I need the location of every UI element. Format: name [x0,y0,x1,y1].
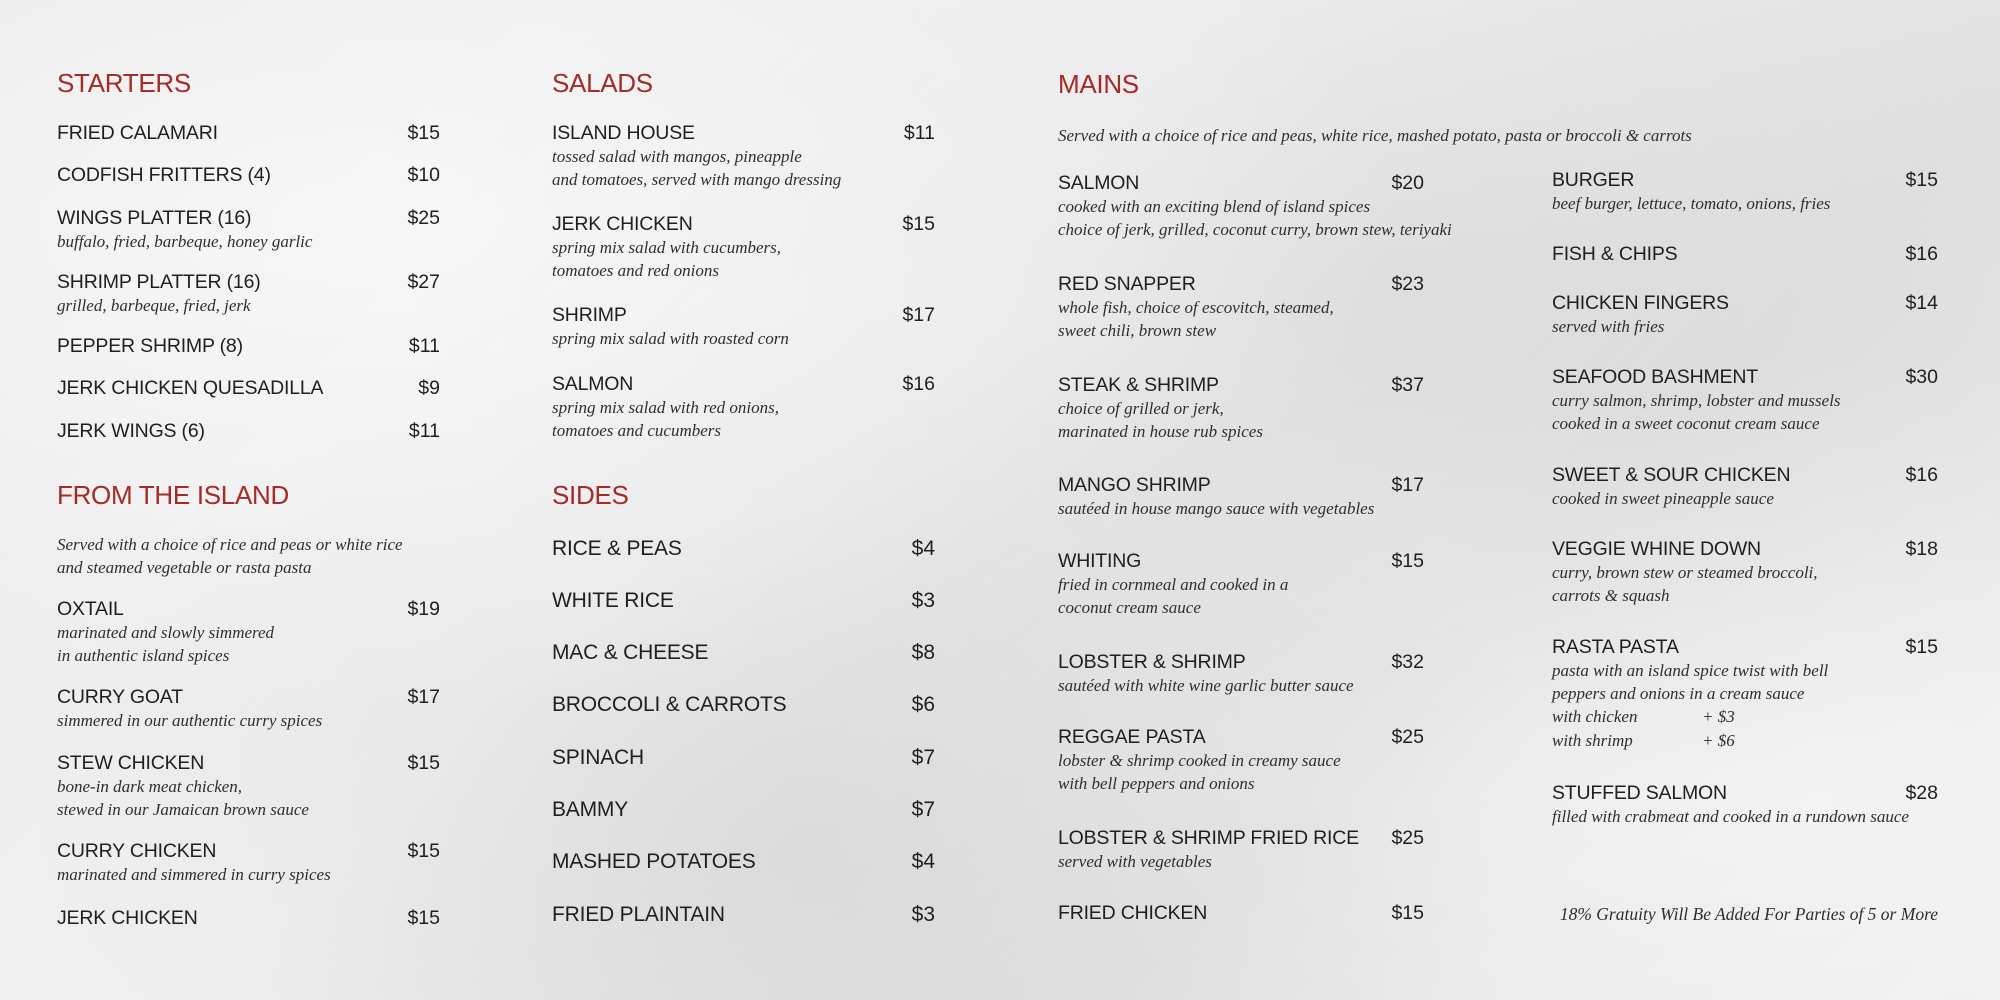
item-name: MAC & CHEESE [552,641,709,664]
item-price: $16 [1905,464,1938,486]
item-description: sautéed in house mango sauce with vegetables [1058,499,1375,518]
menu-item [1058,901,1441,925]
item-price: $7 [911,798,935,821]
menu-item [57,839,440,886]
item-name: CODFISH FRITTERS (4) [57,164,271,186]
menu-item [1552,635,1938,753]
item-description: and tomatoes, served with mango dressing [552,170,842,189]
menu-item [57,751,440,821]
item-name: LOBSTER & SHRIMP FRIED RICE [1058,827,1359,849]
item-name: SALMON [552,373,634,395]
item-price: $17 [1391,474,1424,496]
menu-item [552,303,935,350]
item-description: beef burger, lettuce, tomato, onions, fries [1552,194,1831,213]
item-description: sautéed with white wine garlic butter sauce [1058,676,1354,695]
item-description: cooked with an exciting blend of island spices [1058,197,1371,216]
addon-label: with shrimp [1552,731,1633,750]
island-note-line: Served with a choice of rice and peas or white rice [57,535,403,554]
item-description: tomatoes and red onions [552,261,720,280]
item-name: BROCCOLI & CARROTS [552,693,787,716]
menu-item [57,419,440,443]
item-name: SHRIMP [552,304,627,326]
menu-item [1058,650,1441,697]
menu-item [552,903,935,927]
item-description: cooked in a sweet coconut cream sauce [1552,414,1820,433]
item-price: $15 [407,752,440,774]
item-description: bone-in dark meat chicken, [57,777,243,796]
item-price: $25 [407,207,440,229]
addon-label: with chicken [1552,707,1638,726]
item-description: fried in cornmeal and cooked in a [1058,575,1289,594]
menu-item [552,372,935,442]
menu-item [57,906,440,930]
item-price: $16 [1905,243,1938,265]
item-description: whole fish, choice of escovitch, steamed, [1058,298,1334,317]
item-name: ISLAND HOUSE [552,122,695,144]
addon-price: + $3 [1702,707,1735,726]
menu-item [1058,549,1441,619]
item-name: LOBSTER & SHRIMP [1058,651,1246,673]
menu-item [1058,725,1441,795]
item-name: FISH & CHIPS [1552,243,1678,265]
item-price: $15 [407,122,440,144]
item-name: PEPPER SHRIMP (8) [57,335,243,357]
item-name: FRIED CHICKEN [1058,902,1208,924]
item-name: JERK WINGS (6) [57,420,205,442]
item-description: marinated and simmered in curry spices [57,865,331,884]
item-description: with bell peppers and onions [1058,774,1255,793]
item-price: $23 [1391,273,1424,295]
menu-item [57,163,440,187]
menu-item [552,589,935,613]
menu-item [1552,168,1938,215]
menu-item [552,798,935,822]
item-description: pasta with an island spice twist with bell [1552,661,1829,680]
item-description: choice of jerk, grilled, coconut curry, brown stew, teriyaki [1058,220,1452,239]
item-name: STEW CHICKEN [57,752,205,774]
item-name: REGGAE PASTA [1058,726,1206,748]
item-price: $11 [408,420,440,442]
item-price: $8 [911,641,935,664]
item-name: STUFFED SALMON [1552,782,1727,804]
item-price: $7 [911,746,935,769]
addon-row [1552,705,1938,729]
item-name: WINGS PLATTER (16) [57,207,252,229]
menu-item [552,537,935,561]
item-price: $10 [407,164,440,186]
item-price: $19 [407,598,440,620]
item-price: $30 [1905,366,1938,388]
item-name: RICE & PEAS [552,537,682,560]
item-name: SEAFOOD BASHMENT [1552,366,1758,388]
item-price: $3 [911,903,935,926]
item-description: spring mix salad with red onions, [552,398,779,417]
item-name: STEAK & SHRIMP [1058,374,1219,396]
item-name: FRIED PLAINTAIN [552,903,725,926]
item-name: OXTAIL [57,598,124,620]
item-description: peppers and onions in a cream sauce [1552,684,1805,703]
menu-item [552,212,935,282]
island-heading: FROM THE ISLAND [57,480,289,510]
menu-item [1552,463,1938,510]
item-description: filled with crabmeat and cooked in a rundown sauce [1552,807,1909,826]
item-price: $16 [902,373,935,395]
item-price: $14 [1905,292,1938,314]
item-description: buffalo, fried, barbeque, honey garlic [57,232,313,251]
item-price: $15 [1391,550,1424,572]
starters-heading: STARTERS [57,68,191,98]
menu-item [57,376,440,400]
item-description: stewed in our Jamaican brown sauce [57,800,309,819]
gratuity-note: 18% Gratuity Will Be Added For Parties of 5 or More [1559,904,1938,924]
item-description: tossed salad with mangos, pineapple [552,147,802,166]
island-note [57,533,403,579]
item-price: $6 [911,693,935,716]
item-price: $15 [1391,902,1424,924]
item-name: JERK CHICKEN [552,213,693,235]
menu-item [552,121,935,191]
item-price: $15 [902,213,935,235]
item-price: $25 [1391,827,1424,849]
item-price: $17 [902,304,935,326]
addon-row [1552,729,1938,753]
item-price: $15 [1905,636,1938,658]
item-name: JERK CHICKEN QUESADILLA [57,377,324,399]
item-description: coconut cream sauce [1058,598,1201,617]
item-price: $32 [1391,651,1424,673]
item-description: spring mix salad with cucumbers, [552,238,782,257]
item-name: RASTA PASTA [1552,636,1679,658]
item-name: BURGER [1552,169,1635,191]
item-description: cooked in sweet pineapple sauce [1552,489,1774,508]
menu-item [1058,826,1441,873]
item-price: $37 [1391,374,1424,396]
mains-heading: MAINS [1058,69,1139,99]
item-description: tomatoes and cucumbers [552,421,722,440]
item-description: lobster & shrimp cooked in creamy sauce [1058,751,1341,770]
item-name: SALMON [1058,172,1140,194]
item-description: sweet chili, brown stew [1058,321,1217,340]
item-name: RED SNAPPER [1058,273,1196,295]
item-price: $17 [407,686,440,708]
item-description: in authentic island spices [57,646,230,665]
item-name: CHICKEN FINGERS [1552,292,1729,314]
item-price: $20 [1391,172,1424,194]
item-description: marinated and slowly simmered [57,623,275,642]
menu-item [552,746,935,770]
item-name: FRIED CALAMARI [57,122,218,144]
item-description: curry salmon, shrimp, lobster and mussels [1552,391,1841,410]
item-name: SHRIMP PLATTER (16) [57,271,261,293]
item-price: $3 [911,589,935,612]
menu-item [57,121,440,145]
addon-price: + $6 [1702,731,1735,750]
menu-item [1058,171,1452,241]
menu-item [552,850,935,874]
item-price: $15 [407,907,440,929]
menu-item [552,641,935,665]
item-name: SPINACH [552,746,644,769]
item-price: $15 [1905,169,1938,191]
item-name: MANGO SHRIMP [1058,474,1211,496]
item-price: $4 [911,850,935,873]
item-description: grilled, barbeque, fried, jerk [57,296,251,315]
item-description: marinated in house rub spices [1058,422,1263,441]
item-price: $18 [1905,538,1938,560]
menu-item [1552,365,1938,435]
item-name: BAMMY [552,798,629,821]
item-name: WHITING [1058,550,1142,572]
menu-item [57,206,440,253]
mains-note: Served with a choice of rice and peas, white rice, mashed potato, pasta or broccoli & carrots [1058,126,1692,145]
item-price: $9 [418,377,440,399]
item-price: $15 [407,840,440,862]
menu-item [1552,537,1938,607]
menu-item [1552,242,1938,266]
sides-heading: SIDES [552,480,629,510]
menu-item [57,334,440,358]
item-price: $25 [1391,726,1424,748]
item-name: CURRY CHICKEN [57,840,217,862]
item-name: VEGGIE WHINE DOWN [1552,538,1761,560]
menu-item [1058,473,1441,520]
item-price: $27 [407,271,440,293]
item-description: carrots & squash [1552,586,1670,605]
menu-item [1058,373,1441,443]
item-description: choice of grilled or jerk, [1058,399,1224,418]
menu-item [1552,781,1938,828]
item-name: CURRY GOAT [57,686,183,708]
item-description: spring mix salad with roasted corn [552,329,789,348]
item-name: MASHED POTATOES [552,850,756,873]
item-price: $4 [911,537,935,560]
menu-item [57,685,440,732]
island-note-line: and steamed vegetable or rasta pasta [57,558,312,577]
item-price: $28 [1905,782,1938,804]
item-price: $11 [903,122,935,144]
item-price: $11 [408,335,440,357]
menu-item [1058,272,1441,342]
menu-item [57,597,440,667]
item-name: JERK CHICKEN [57,907,198,929]
item-description: simmered in our authentic curry spices [57,711,323,730]
item-description: served with vegetables [1058,852,1212,871]
menu-item [552,693,935,717]
menu-item [57,270,440,317]
salads-heading: SALADS [552,68,653,98]
item-description: served with fries [1552,317,1665,336]
item-name: WHITE RICE [552,589,674,612]
menu-item [1552,291,1938,338]
item-name: SWEET & SOUR CHICKEN [1552,464,1791,486]
item-description: curry, brown stew or steamed broccoli, [1552,563,1818,582]
